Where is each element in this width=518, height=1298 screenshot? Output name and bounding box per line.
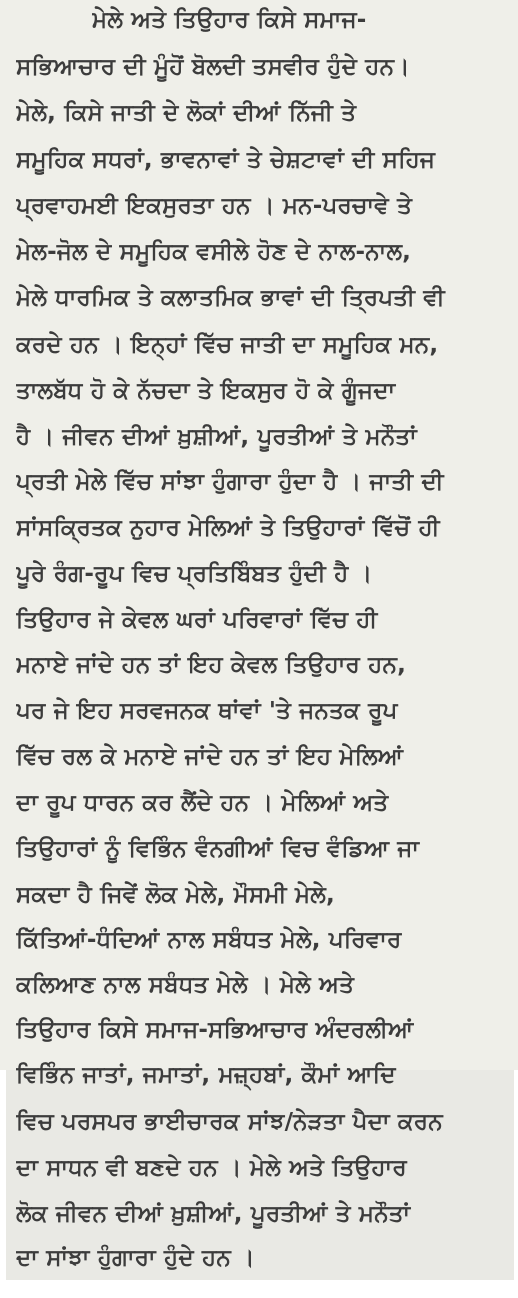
text-line: ਹੈ । ਜੀਵਨ ਦੀਆਂ ਖ਼ੁਸ਼ੀਆਂ, ਪੂਰਤੀਆਂ ਤੇ ਮਨੌਤਾਂ: [16, 424, 417, 450]
text-line: ਵਿਚ ਪਰਸਪਰ ਭਾਈਚਾਰਕ ਸਾਂਝ/ਨੇੜਤਾ ਪੈਦਾ ਕਰਨ: [16, 1109, 443, 1135]
text-line: ਤਾਲਬੱਧ ਹੋ ਕੇ ਨੱਚਦਾ ਤੇ ਇਕਸੁਰ ਹੋ ਕੇ ਗੂੰਜਦਾ: [16, 378, 396, 404]
text-line: ਮੇਲ-ਜੋਲ ਦੇ ਸਮੂਹਿਕ ਵਸੀਲੇ ਹੋਣ ਦੇ ਨਾਲ-ਨਾਲ,: [16, 239, 412, 265]
text-line: ਤਿਉਹਾਰ ਕਿਸੇ ਸਮਾਜ-ਸਭਿਆਚਾਰ ਅੰਦਰਲੀਆਂ: [16, 1017, 414, 1043]
text-line: ਤਿਉਹਾਰ ਜੇ ਕੇਵਲ ਘਰਾਂ ਪਰਿਵਾਰਾਂ ਵਿੱਚ ਹੀ: [16, 607, 378, 633]
text-line: ਲੋਕ ਜੀਵਨ ਦੀਆਂ ਖ਼ੁਸ਼ੀਆਂ, ਪੂਰਤੀਆਂ ਤੇ ਮਨੌਤਾਂ: [16, 1201, 411, 1227]
text-line: ਪ੍ਰਤੀ ਮੇਲੇ ਵਿੱਚ ਸਾਂਝਾ ਹੁੰਗਾਰਾ ਹੁੰਦਾ ਹੈ । ਜਾਤੀ ਦੀ: [16, 469, 444, 495]
text-line: ਕਲਿਆਣ ਨਾਲ ਸਬੰਧਤ ਮੇਲੇ । ਮੇਲੇ ਅਤੇ: [16, 972, 355, 998]
text-line: ਪਰ ਜੇ ਇਹ ਸਰਵਜਨਕ ਥਾਂਵਾਂ 'ਤੇ ਜਨਤਕ ਰੂਪ: [16, 698, 398, 724]
text-line: ਕਰਦੇ ਹਨ । ਇਨ੍ਹਾਂ ਵਿੱਚ ਜਾਤੀ ਦਾ ਸਮੂਹਿਕ ਮਨ,: [16, 332, 439, 358]
text-line: ਤਿਉਹਾਰਾਂ ਨੂੰ ਵਿਭਿੰਨ ਵੰਨਗੀਆਂ ਵਿਚ ਵੰਡਿਆ ਜਾ: [16, 836, 420, 862]
text-line: ਮਨਾਏ ਜਾਂਦੇ ਹਨ ਤਾਂ ਇਹ ਕੇਵਲ ਤਿਉਹਾਰ ਹਨ,: [16, 652, 407, 678]
text-line: ਕਿੱਤਿਆਂ-ਧੰਦਿਆਂ ਨਾਲ ਸਬੰਧਤ ਮੇਲੇ, ਪਰਿਵਾਰ: [16, 927, 402, 953]
text-line: ਦਾ ਸਾਂਝਾ ਹੁੰਗਾਰਾ ਹੁੰਦੇ ਹਨ ।: [16, 1245, 255, 1271]
text-line: ਮੇਲੇ ਧਾਰਮਿਕ ਤੇ ਕਲਾਤਮਿਕ ਭਾਵਾਂ ਦੀ ਤ੍ਰਿਪਤੀ ਵੀ: [16, 285, 445, 311]
text-line: ਵਿੱਚ ਰਲ ਕੇ ਮਨਾਏ ਜਾਂਦੇ ਹਨ ਤਾਂ ਇਹ ਮੇਲਿਆਂ: [16, 744, 404, 770]
text-line: ਸਾਂਸਕ੍ਰਿਤਕ ਨੁਹਾਰ ਮੇਲਿਆਂ ਤੇ ਤਿਉਹਾਰਾਂ ਵਿੱਚੋਂ ਹੀ: [16, 515, 440, 541]
text-line: ਪ੍ਰਵਾਹਮਈ ਇਕਸੁਰਤਾ ਹਨ । ਮਨ-ਪਰਚਾਵੇ ਤੇ: [16, 193, 413, 219]
text-line: ਸਮੂਹਿਕ ਸਧਰਾਂ, ਭਾਵਨਾਵਾਂ ਤੇ ਚੇਸ਼ਟਾਵਾਂ ਦੀ ਸਹਿਜ: [16, 147, 436, 173]
text-line: ਸਕਦਾ ਹੈ ਜਿਵੇਂ ਲੋਕ ਮੇਲੇ, ਮੌਸਮੀ ਮੇਲੇ,: [16, 882, 335, 908]
text-line: ਦਾ ਸਾਧਨ ਵੀ ਬਣਦੇ ਹਨ । ਮੇਲੇ ਅਤੇ ਤਿਉਹਾਰ: [16, 1155, 407, 1181]
text-line: ਸਭਿਆਚਾਰ ਦੀ ਮੂੰਹੋਂ ਬੋਲਦੀ ਤਸਵੀਰ ਹੁੰਦੇ ਹਨ।: [16, 54, 410, 80]
text-line: ਪੂਰੇ ਰੰਗ-ਰੂਪ ਵਿਚ ਪ੍ਰਤਿਬਿੰਬਤ ਹੁੰਦੀ ਹੈ ।: [16, 561, 373, 587]
text-line: ਵਿਭਿੰਨ ਜਾਤਾਂ, ਜਮਾਤਾਂ, ਮਜ਼੍ਹਬਾਂ, ਕੌਮਾਂ ਆਦਿ: [16, 1062, 396, 1088]
text-line: ਮੇਲੇ, ਕਿਸੇ ਜਾਤੀ ਦੇ ਲੋਕਾਂ ਦੀਆਂ ਨਿੱਜੀ ਤੇ: [16, 100, 357, 126]
text-line: ਮੇਲੇ ਅਤੇ ਤਿਉਹਾਰ ਕਿਸੇ ਸਮਾਜ-: [92, 7, 367, 33]
text-line: ਦਾ ਰੂਪ ਧਾਰਨ ਕਰ ਲੈਂਦੇ ਹਨ । ਮੇਲਿਆਂ ਅਤੇ: [16, 790, 389, 816]
